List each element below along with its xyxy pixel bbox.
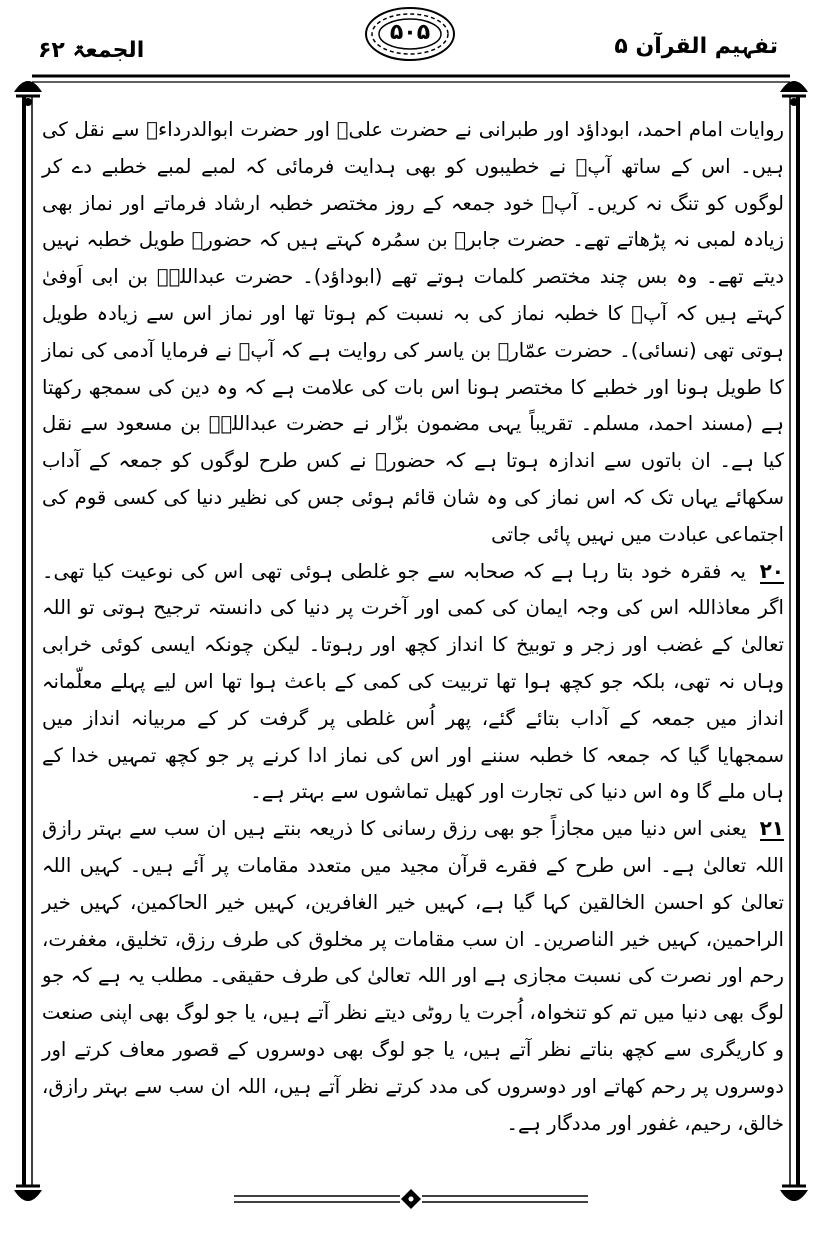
page-number: ۵۰۵ [389, 20, 431, 45]
left-base-icon [14, 1186, 42, 1201]
footnote-paragraph [42, 554, 784, 812]
book-title: تفہیم القرآن ۵ [614, 34, 778, 59]
paragraph-continuation [42, 112, 784, 554]
right-base-icon [780, 1186, 808, 1201]
page-header [0, 0, 822, 72]
end-divider-ornament [230, 1188, 592, 1212]
page-body-text [42, 112, 784, 1152]
left-capital-icon [14, 81, 42, 106]
footnote-number: ۲۰ [759, 558, 784, 583]
surah-title: الجمعۃ ۶۲ [38, 38, 145, 63]
paragraph-text: یہ فقرہ خود بتا رہا ہے کہ صحابہ سے جو غلطی ہوئی تھی اس کی نوعیت کیا تھی۔ اگر معاذاللہ اس کی وجہ ایمان کی کمی اور آخرت پر دنیا کی دانستہ ترجیح ہوتی تو اللہ تعالیٰ کے غضب اور زجر و توبیخ کا انداز کچھ اور رہوتا۔ لیکن چونکہ ایسی کوئی خرابی وہاں نہ تھی، بلکہ جو کچھ ہوا تھا تربیت کی کمی کے باعث ہوا تھا اس لیے پہلے معلّمانہ انداز میں جمعہ کے آداب بتائے گئے، پھر اُس غلطی پر گرفت کر کے مربیانہ انداز میں سمجھایا گیا کہ جمعہ کا خطبہ سننے اور اس کی نماز ادا کرنے پر جو کچھ تمہیں خدا کے ہاں ملے گا وہ اس دنیا کی تجارت اور کھیل تماشوں سے بہتر ہے۔ [42, 559, 784, 804]
page-number-ornament [364, 6, 456, 62]
right-capital-icon [780, 81, 808, 106]
footnote-number: ۲۱ [759, 816, 784, 841]
footnote-paragraph [42, 811, 784, 1142]
paragraph-text: روایات امام احمد، ابوداؤد اور طبرانی نے حضرت علیؓ اور حضرت ابوالدرداءؓ سے نقل کی ہیں۔ اس کے ساتھ آپؐ نے خطیبوں کو بھی ہدایت فرمائی کہ لمبے لمبے خطبے دے کر لوگوں کو تنگ نہ کریں۔ آپؐ خود جمعہ کے روز مختصر خطبہ ارشاد فرماتے اور نماز بھی زیادہ لمبی نہ پڑھاتے تھے۔ حضرت جابرؓ بن سمُرہ کہتے ہیں کہ حضورؐ طویل خطبہ نہیں دیتے تھے۔ وہ بس چند مختصر کلمات ہوتے تھے (ابوداؤد)۔ حضرت عبداللہؓ بن ابی اَوفیٰ کہتے ہیں کہ آپؐ کا خطبہ نماز کی بہ نسبت کم ہوتا تھا اور نماز اس سے زیادہ طویل ہوتی تھی (نسائی)۔ حضرت عمّارؓ بن یاسر کی روایت ہے کہ آپؐ نے فرمایا آدمی کی نماز کا طویل ہونا اور خطبے کا مختصر ہونا اس بات کی علامت ہے کہ وہ دین کی سمجھ رکھتا ہے (مسند احمد، مسلم۔ تقریباً یہی مضمون بزّار نے حضرت عبداللہؓ بن مسعود سے نقل کیا ہے۔ ان باتوں سے اندازہ ہوتا ہے کہ حضورؐ نے کس طرح لوگوں کو جمعہ کے آداب سکھائے یہاں تک کہ اس نماز کی وہ شان قائم ہوئی جس کی نظیر دنیا کی کسی قوم کی اجتماعی عبادت میں نہیں پائی جاتی [42, 118, 784, 546]
paragraph-text: یعنی اس دنیا میں مجازاً جو بھی رزق رسانی کا ذریعہ بنتے ہیں ان سب سے بہتر رازق اللہ تعالیٰ ہے۔ اس طرح کے فقرے قرآن مجید میں متعدد مقامات پر آئے ہیں۔ کہیں اللہ تعالیٰ کو احسن الخالقین کہا گیا ہے، کہیں خیر الغافرین، کہیں خیر الحاکمین، کہیں خیر الراحمین، کہیں خیر الناصرین۔ ان سب مقامات پر مخلوق کی طرف رزق، تخلیق، مغفرت، رحم اور نصرت کی نسبت مجازی ہے اور اللہ تعالیٰ کی طرف حقیقی۔ مطلب یہ ہے کہ جو لوگ بھی دنیا میں تم کو تنخواہ، اُجرت یا روٹی دیتے نظر آتے ہیں، یا جو لوگ بھی اپنی صنعت و کاریگری سے کچھ بناتے نظر آتے ہیں، یا جو لوگ بھی دوسروں کے قصور معاف کرتے اور دوسروں پر رحم کھاتے اور دوسروں کی مدد کرتے نظر آتے ہیں، اللہ ان سب سے بہتر رازق، خالق، رحیم، غفور اور مددگار ہے۔ [42, 817, 784, 1135]
